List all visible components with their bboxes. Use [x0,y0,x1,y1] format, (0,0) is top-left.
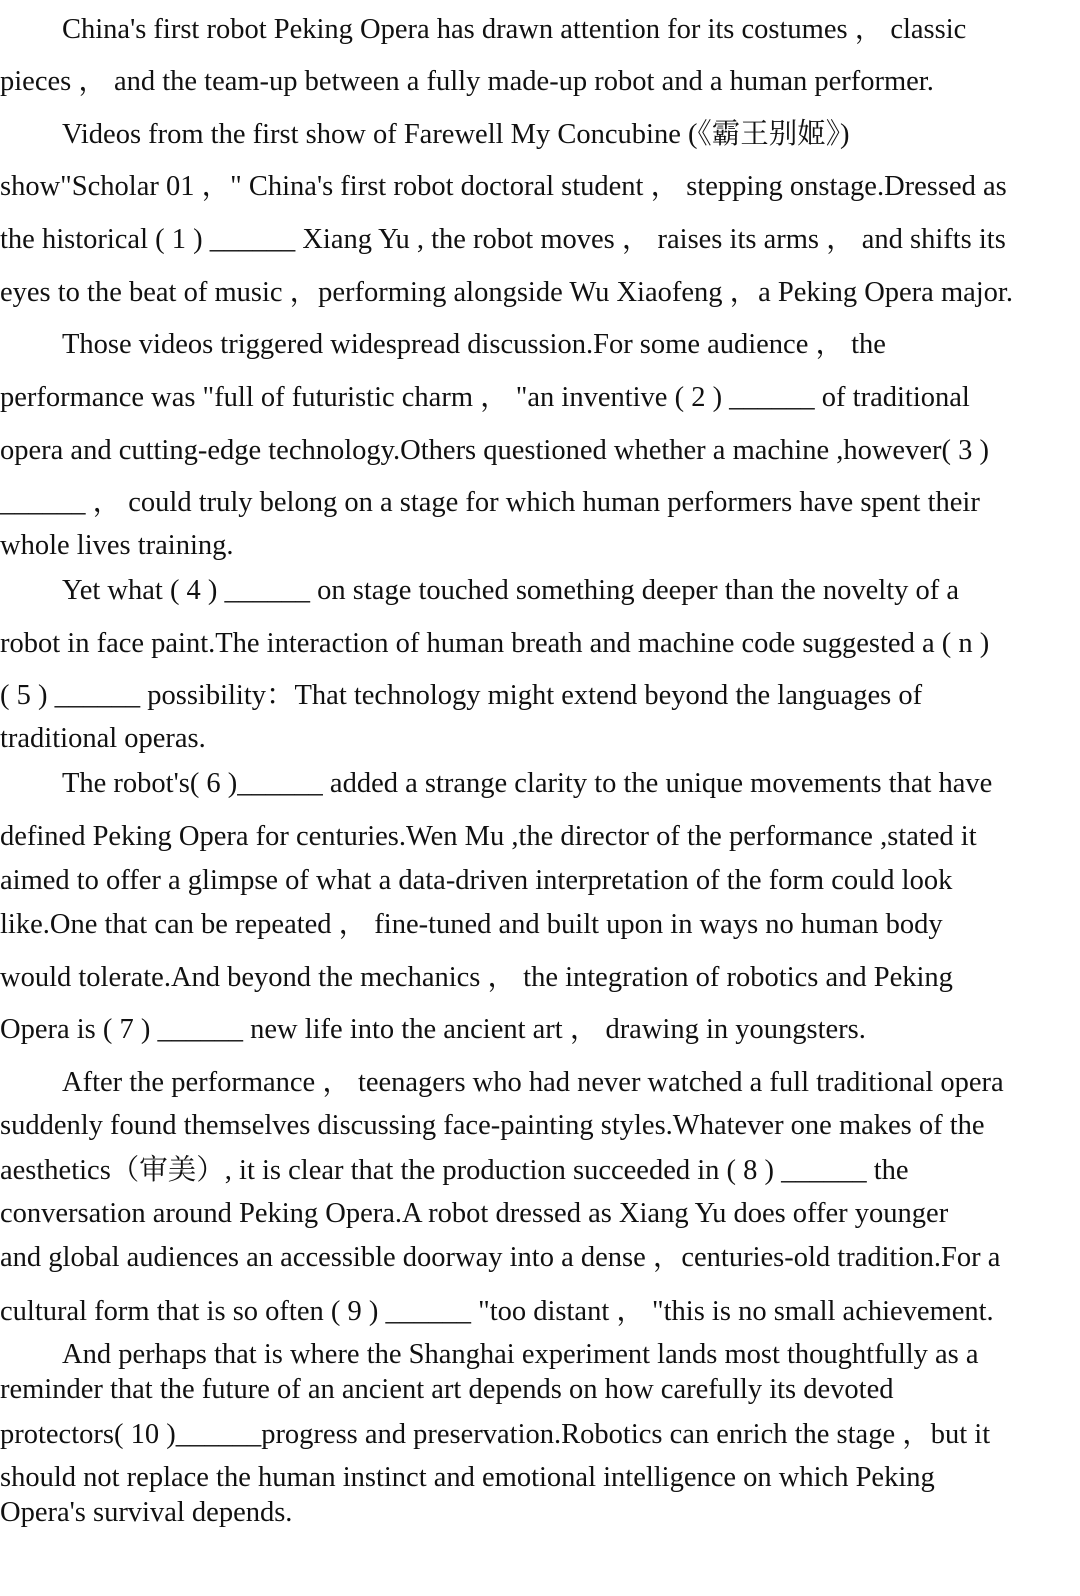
text-line: traditional operas. [0,723,206,754]
text-line: performance was "full of futuristic charm ， "an inventive ( 2 ) ______ of traditional [0,382,970,413]
text-line: protectors( 10 )______progress and preservation.Robotics can enrich the stage ，but it [0,1419,991,1450]
text-line: would tolerate.And beyond the mechanics ， the integration of robotics and Peking [0,962,953,993]
text-line: ______ ， could truly belong on a stage for which human performers have spent their [0,487,980,518]
text-line: reminder that the future of an ancient art depends on how carefully its devoted [0,1374,894,1405]
text-line: After the performance ， teenagers who had never watched a full traditional opera [62,1067,1004,1098]
text-line: The robot's( 6 )______ added a strange clarity to the unique movements that have [62,768,993,799]
text-line: robot in face paint.The interaction of human breath and machine code suggested a ( n ) [0,628,990,659]
text-line: whole lives training. [0,530,234,561]
text-line: show"Scholar 01 ，" China's first robot doctoral student ， stepping onstage.Dressed as [0,171,1007,202]
text-line: Yet what ( 4 ) ______ on stage touched something deeper than the novelty of a [62,575,960,606]
text-line: should not replace the human instinct and emotional intelligence on which Peking [0,1462,935,1493]
text-line: eyes to the beat of music ，performing alongside Wu Xiaofeng ，a Peking Opera major. [0,277,1013,308]
text-line: conversation around Peking Opera.A robot dressed as Xiang Yu does offer younger [0,1198,949,1229]
text-line: like.One that can be repeated ， fine-tuned and built upon in ways no human body [0,909,943,940]
text-line: Opera is ( 7 ) ______ new life into the ancient art ， drawing in youngsters. [0,1014,866,1045]
text-line: suddenly found themselves discussing face-painting styles.Whatever one makes of the [0,1110,985,1141]
text-line: Those videos triggered widespread discussion.For some audience ， the [62,329,886,360]
text-line: Videos from the first show of Farewell My Concubine (《霸王别姬》) [62,119,850,150]
text-line: the historical ( 1 ) ______ Xiang Yu , the robot moves ， raises its arms ， and shifts its [0,224,1006,255]
text-line: Opera's survival depends. [0,1497,293,1528]
text-line: And perhaps that is where the Shanghai experiment lands most thoughtfully as a [62,1339,979,1370]
text-line: China's first robot Peking Opera has drawn attention for its costumes ， classic [62,14,967,45]
text-line: aimed to offer a glimpse of what a data-driven interpretation of the form could look [0,865,953,896]
text-line: opera and cutting-edge technology.Others questioned whether a machine ,however( 3 ) [0,435,989,466]
text-line: aesthetics（审美）, it is clear that the production succeeded in ( 8 ) ______ the [0,1155,909,1186]
text-line: and global audiences an accessible doorway into a dense ，centuries-old tradition.For a [0,1242,1001,1273]
text-line: ( 5 ) ______ possibility：That technology might extend beyond the languages of [0,680,923,711]
text-line: pieces ， and the team-up between a fully made-up robot and a human performer. [0,66,934,97]
text-line: defined Peking Opera for centuries.Wen Mu ,the director of the performance ,stated it [0,821,977,852]
text-line: cultural form that is so often ( 9 ) ______ "too distant ， "this is no small achievement. [0,1296,994,1327]
